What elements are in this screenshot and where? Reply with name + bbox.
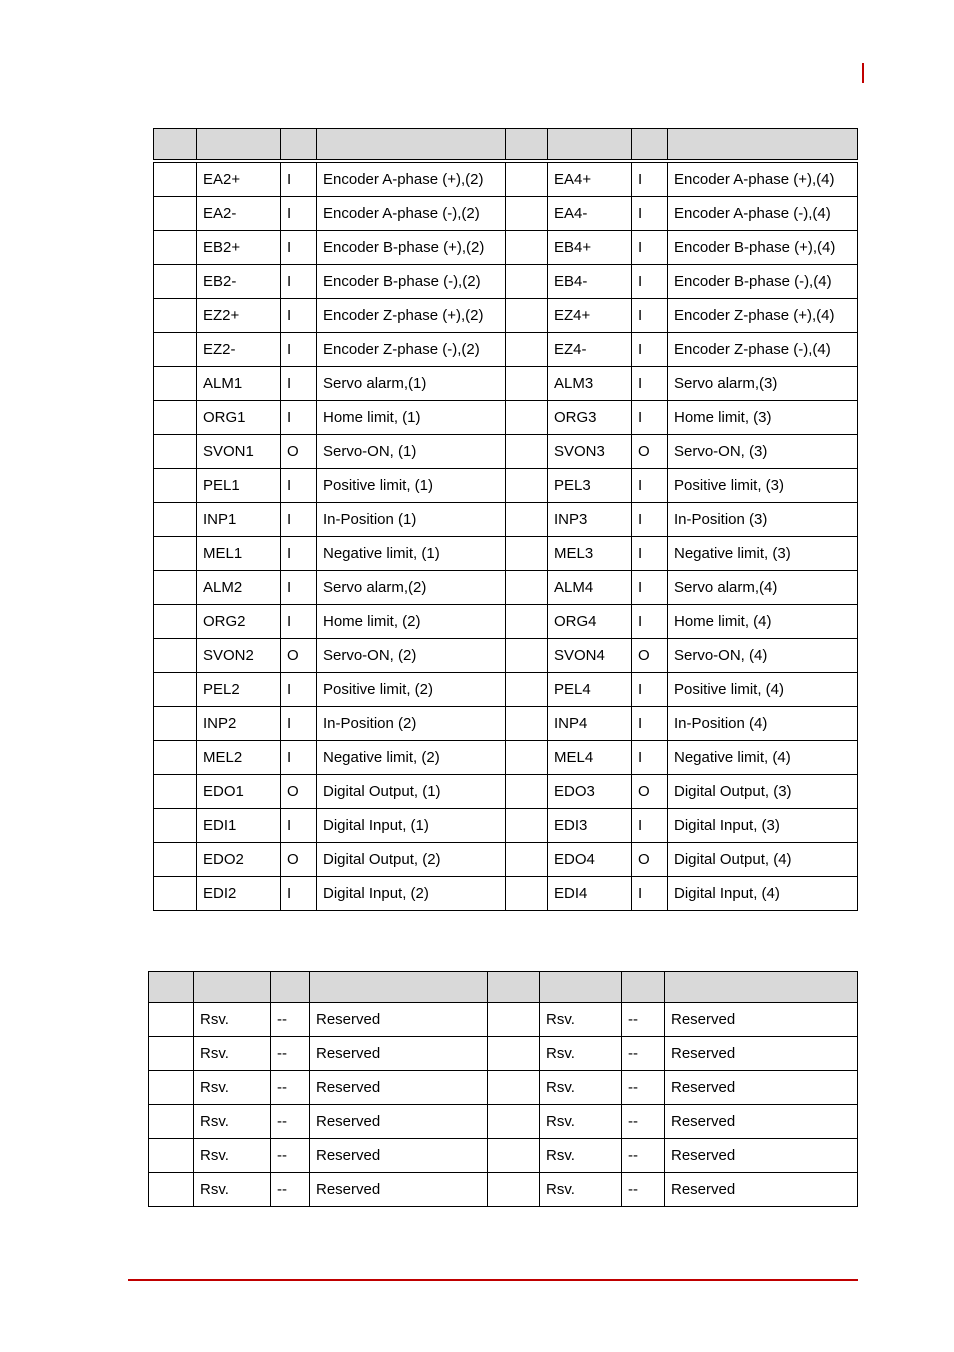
signal-name-cell: EA2-	[197, 197, 281, 231]
function-cell: Servo-ON, (4)	[668, 639, 858, 673]
pin-cell	[506, 333, 548, 367]
pin-cell	[506, 469, 548, 503]
function-cell: Servo-ON, (3)	[668, 435, 858, 469]
pin-cell	[506, 775, 548, 809]
signal-name-cell: EZ2-	[197, 333, 281, 367]
pin-cell	[506, 639, 548, 673]
io-direction-cell: I	[632, 537, 668, 571]
table-row	[149, 1173, 858, 1207]
io-direction-cell: --	[271, 1139, 310, 1173]
signal-name-cell: SVON3	[548, 435, 632, 469]
pin-cell	[506, 367, 548, 401]
function-cell: Positive limit, (1)	[317, 469, 506, 503]
io-direction-cell: I	[281, 265, 317, 299]
signal-name-cell: SVON2	[197, 639, 281, 673]
io-direction-cell: O	[281, 435, 317, 469]
io-direction-cell: I	[281, 673, 317, 707]
pin-cell	[506, 741, 548, 775]
function-cell: Reserved	[665, 1071, 858, 1105]
function-cell: Digital Output, (3)	[668, 775, 858, 809]
table-body	[154, 161, 858, 911]
signal-name-cell: EB4-	[548, 265, 632, 299]
function-cell: Negative limit, (4)	[668, 741, 858, 775]
function-cell: Servo-ON, (2)	[317, 639, 506, 673]
table-row	[154, 469, 858, 503]
table-row	[154, 367, 858, 401]
pin-cell	[488, 1173, 540, 1207]
function-cell: Digital Output, (2)	[317, 843, 506, 877]
pin-cell	[154, 367, 197, 401]
signal-name-cell: EA2+	[197, 161, 281, 197]
signal-name-cell: Rsv.	[540, 1071, 622, 1105]
pin-cell	[154, 265, 197, 299]
function-cell: Positive limit, (2)	[317, 673, 506, 707]
signal-name-cell: Rsv.	[194, 1139, 271, 1173]
io-direction-cell: --	[622, 1071, 665, 1105]
function-cell: Digital Input, (2)	[317, 877, 506, 911]
table-row	[154, 299, 858, 333]
signal-name-cell: EDO1	[197, 775, 281, 809]
function-cell: Reserved	[310, 1173, 488, 1207]
function-cell: Reserved	[665, 1139, 858, 1173]
io-direction-cell: I	[632, 231, 668, 265]
pin-cell	[506, 571, 548, 605]
function-cell: Negative limit, (2)	[317, 741, 506, 775]
signal-name-cell: Rsv.	[540, 1139, 622, 1173]
io-direction-cell: I	[281, 367, 317, 401]
io-direction-cell: I	[281, 877, 317, 911]
signal-name-cell: ORG1	[197, 401, 281, 435]
function-cell: Negative limit, (1)	[317, 537, 506, 571]
pin-cell	[506, 605, 548, 639]
function-cell: Home limit, (1)	[317, 401, 506, 435]
table-row	[154, 707, 858, 741]
signal-name-cell: EA4+	[548, 161, 632, 197]
signal-name-cell: EDI4	[548, 877, 632, 911]
io-direction-cell: O	[632, 435, 668, 469]
table-row	[154, 843, 858, 877]
signal-name-cell: EB2-	[197, 265, 281, 299]
table-row	[154, 639, 858, 673]
function-cell: Digital Output, (4)	[668, 843, 858, 877]
table-row	[154, 265, 858, 299]
pin-cell	[154, 537, 197, 571]
io-direction-cell: I	[632, 809, 668, 843]
signal-name-cell: EDO4	[548, 843, 632, 877]
signal-name-cell: EA4-	[548, 197, 632, 231]
signal-name-cell: MEL1	[197, 537, 281, 571]
pin-cell	[506, 843, 548, 877]
pin-cell	[488, 1037, 540, 1071]
pin-cell	[149, 1071, 194, 1105]
table-row	[154, 571, 858, 605]
io-direction-cell: --	[271, 1071, 310, 1105]
function-cell: Digital Output, (1)	[317, 775, 506, 809]
signal-name-cell: Rsv.	[540, 1105, 622, 1139]
pin-cell	[488, 1003, 540, 1037]
io-direction-cell: --	[622, 1037, 665, 1071]
footer-rule	[128, 1279, 858, 1281]
signal-name-cell: Rsv.	[540, 1003, 622, 1037]
pin-cell	[154, 707, 197, 741]
pin-cell	[488, 1105, 540, 1139]
pin-cell	[154, 299, 197, 333]
function-cell: Encoder B-phase (+),(2)	[317, 231, 506, 265]
io-direction-cell: I	[632, 503, 668, 537]
table-row	[149, 1071, 858, 1105]
io-direction-cell: I	[632, 571, 668, 605]
pin-cell	[149, 1139, 194, 1173]
function-cell: In-Position (2)	[317, 707, 506, 741]
io-direction-cell: --	[271, 1037, 310, 1071]
signal-name-cell: EB4+	[548, 231, 632, 265]
io-direction-cell: I	[632, 333, 668, 367]
io-direction-cell: I	[281, 605, 317, 639]
function-cell: Servo alarm,(4)	[668, 571, 858, 605]
function-cell: Home limit, (3)	[668, 401, 858, 435]
signal-name-cell: INP4	[548, 707, 632, 741]
pin-cell	[149, 1105, 194, 1139]
io-direction-cell: I	[632, 197, 668, 231]
pin-cell	[506, 265, 548, 299]
function-cell: Negative limit, (3)	[668, 537, 858, 571]
table-body	[149, 1003, 858, 1207]
pin-cell	[154, 503, 197, 537]
function-cell: Servo alarm,(2)	[317, 571, 506, 605]
io-direction-cell: I	[632, 265, 668, 299]
pin-cell	[506, 809, 548, 843]
table-row	[154, 197, 858, 231]
pin-cell	[506, 197, 548, 231]
io-direction-cell: I	[632, 299, 668, 333]
function-cell: Digital Input, (1)	[317, 809, 506, 843]
signal-name-cell: Rsv.	[194, 1003, 271, 1037]
signal-name-cell: EZ2+	[197, 299, 281, 333]
pin-cell	[506, 299, 548, 333]
io-direction-cell: I	[281, 299, 317, 333]
signal-name-cell: Rsv.	[540, 1037, 622, 1071]
io-direction-cell: --	[622, 1139, 665, 1173]
table-row	[154, 161, 858, 197]
table-row	[154, 503, 858, 537]
signal-name-cell: ALM4	[548, 571, 632, 605]
signal-name-cell: ALM3	[548, 367, 632, 401]
io-direction-cell: I	[281, 741, 317, 775]
table-row	[154, 775, 858, 809]
table-row	[149, 1003, 858, 1037]
table-row	[154, 877, 858, 911]
function-cell: In-Position (1)	[317, 503, 506, 537]
signal-name-cell: ORG3	[548, 401, 632, 435]
function-cell: Encoder A-phase (-),(4)	[668, 197, 858, 231]
function-cell: Encoder B-phase (-),(4)	[668, 265, 858, 299]
table-header-row	[149, 972, 858, 1003]
pin-cell	[506, 707, 548, 741]
pin-cell	[506, 231, 548, 265]
pin-cell	[154, 161, 197, 197]
table-row	[154, 537, 858, 571]
io-direction-cell: I	[632, 741, 668, 775]
table-row	[149, 1105, 858, 1139]
table-row	[149, 1139, 858, 1173]
table-header-row	[154, 129, 858, 162]
signal-name-cell: MEL2	[197, 741, 281, 775]
io-direction-cell: --	[271, 1173, 310, 1207]
page-marker-bar	[862, 63, 864, 83]
io-direction-cell: I	[632, 877, 668, 911]
io-direction-cell: I	[632, 605, 668, 639]
signal-name-cell: INP1	[197, 503, 281, 537]
function-cell: Encoder B-phase (-),(2)	[317, 265, 506, 299]
table-row	[154, 333, 858, 367]
signal-name-cell: EDO3	[548, 775, 632, 809]
io-direction-cell: I	[281, 503, 317, 537]
pin-cell	[506, 537, 548, 571]
pin-cell	[506, 673, 548, 707]
function-cell: Reserved	[310, 1003, 488, 1037]
io-direction-cell: --	[622, 1173, 665, 1207]
function-cell: Encoder Z-phase (+),(2)	[317, 299, 506, 333]
signal-name-cell: EDI1	[197, 809, 281, 843]
pin-cell	[154, 333, 197, 367]
table-row	[154, 809, 858, 843]
io-direction-cell: O	[281, 775, 317, 809]
table-row	[154, 605, 858, 639]
io-direction-cell: I	[281, 231, 317, 265]
function-cell: Encoder A-phase (+),(2)	[317, 161, 506, 197]
function-cell: Positive limit, (4)	[668, 673, 858, 707]
io-direction-cell: I	[632, 401, 668, 435]
function-cell: Servo alarm,(1)	[317, 367, 506, 401]
table-row	[154, 435, 858, 469]
io-direction-cell: I	[281, 571, 317, 605]
signal-name-cell: EDO2	[197, 843, 281, 877]
function-cell: Positive limit, (3)	[668, 469, 858, 503]
pin-cell	[154, 843, 197, 877]
io-direction-cell: I	[281, 197, 317, 231]
function-cell: Encoder Z-phase (-),(2)	[317, 333, 506, 367]
pin-cell	[154, 469, 197, 503]
io-direction-cell: --	[271, 1105, 310, 1139]
signal-name-cell: INP3	[548, 503, 632, 537]
io-direction-cell: O	[632, 775, 668, 809]
signal-name-cell: EZ4-	[548, 333, 632, 367]
signal-name-cell: ALM2	[197, 571, 281, 605]
function-cell: Servo alarm,(3)	[668, 367, 858, 401]
signal-name-cell: MEL4	[548, 741, 632, 775]
table-row	[149, 1037, 858, 1071]
function-cell: Home limit, (4)	[668, 605, 858, 639]
signal-name-cell: PEL3	[548, 469, 632, 503]
io-direction-cell: I	[281, 401, 317, 435]
function-cell: Reserved	[665, 1037, 858, 1071]
function-cell: Encoder B-phase (+),(4)	[668, 231, 858, 265]
signal-name-cell: MEL3	[548, 537, 632, 571]
pin-cell	[154, 639, 197, 673]
table-row	[154, 231, 858, 265]
io-direction-cell: I	[281, 469, 317, 503]
table-row	[154, 673, 858, 707]
io-direction-cell: --	[622, 1105, 665, 1139]
io-direction-cell: O	[281, 843, 317, 877]
pin-cell	[506, 435, 548, 469]
pin-cell	[149, 1037, 194, 1071]
signal-name-cell: Rsv.	[194, 1071, 271, 1105]
io-direction-cell: I	[632, 469, 668, 503]
io-direction-cell: I	[281, 333, 317, 367]
pin-assignment-table-1	[153, 128, 858, 911]
function-cell: Reserved	[310, 1037, 488, 1071]
function-cell: Encoder Z-phase (+),(4)	[668, 299, 858, 333]
function-cell: Encoder A-phase (+),(4)	[668, 161, 858, 197]
io-direction-cell: I	[632, 673, 668, 707]
signal-name-cell: ORG4	[548, 605, 632, 639]
signal-name-cell: INP2	[197, 707, 281, 741]
pin-cell	[488, 1071, 540, 1105]
function-cell: Digital Input, (3)	[668, 809, 858, 843]
pin-cell	[154, 435, 197, 469]
pin-cell	[154, 605, 197, 639]
table-row	[154, 401, 858, 435]
function-cell: Digital Input, (4)	[668, 877, 858, 911]
function-cell: Reserved	[310, 1105, 488, 1139]
pin-cell	[154, 673, 197, 707]
pin-cell	[154, 401, 197, 435]
function-cell: Reserved	[665, 1105, 858, 1139]
io-direction-cell: I	[632, 707, 668, 741]
io-direction-cell: I	[281, 707, 317, 741]
io-direction-cell: I	[632, 161, 668, 197]
signal-name-cell: EB2+	[197, 231, 281, 265]
io-direction-cell: I	[281, 537, 317, 571]
pin-cell	[506, 503, 548, 537]
function-cell: Reserved	[665, 1003, 858, 1037]
io-direction-cell: I	[281, 161, 317, 197]
pin-cell	[154, 877, 197, 911]
io-direction-cell: I	[632, 367, 668, 401]
signal-name-cell: PEL1	[197, 469, 281, 503]
signal-name-cell: Rsv.	[540, 1173, 622, 1207]
pin-cell	[154, 741, 197, 775]
pin-cell	[488, 1139, 540, 1173]
io-direction-cell: O	[632, 639, 668, 673]
io-direction-cell: O	[281, 639, 317, 673]
pin-cell	[154, 197, 197, 231]
pin-cell	[154, 809, 197, 843]
function-cell: Encoder Z-phase (-),(4)	[668, 333, 858, 367]
function-cell: In-Position (4)	[668, 707, 858, 741]
pin-cell	[506, 401, 548, 435]
signal-name-cell: EZ4+	[548, 299, 632, 333]
pin-cell	[154, 231, 197, 265]
io-direction-cell: I	[281, 809, 317, 843]
pin-cell	[506, 877, 548, 911]
signal-name-cell: Rsv.	[194, 1037, 271, 1071]
signal-name-cell: EDI3	[548, 809, 632, 843]
table-row	[154, 741, 858, 775]
function-cell: Servo-ON, (1)	[317, 435, 506, 469]
io-direction-cell: --	[622, 1003, 665, 1037]
pin-cell	[506, 161, 548, 197]
function-cell: Reserved	[665, 1173, 858, 1207]
function-cell: Reserved	[310, 1139, 488, 1173]
pin-cell	[154, 775, 197, 809]
io-direction-cell: --	[271, 1003, 310, 1037]
function-cell: In-Position (3)	[668, 503, 858, 537]
function-cell: Encoder A-phase (-),(2)	[317, 197, 506, 231]
pin-cell	[149, 1173, 194, 1207]
signal-name-cell: Rsv.	[194, 1105, 271, 1139]
signal-name-cell: PEL2	[197, 673, 281, 707]
io-direction-cell: O	[632, 843, 668, 877]
pin-assignment-table-2	[148, 971, 858, 1207]
signal-name-cell: SVON4	[548, 639, 632, 673]
signal-name-cell: Rsv.	[194, 1173, 271, 1207]
pin-cell	[154, 571, 197, 605]
signal-name-cell: SVON1	[197, 435, 281, 469]
signal-name-cell: PEL4	[548, 673, 632, 707]
pin-cell	[149, 1003, 194, 1037]
function-cell: Reserved	[310, 1071, 488, 1105]
signal-name-cell: ALM1	[197, 367, 281, 401]
function-cell: Home limit, (2)	[317, 605, 506, 639]
signal-name-cell: EDI2	[197, 877, 281, 911]
signal-name-cell: ORG2	[197, 605, 281, 639]
